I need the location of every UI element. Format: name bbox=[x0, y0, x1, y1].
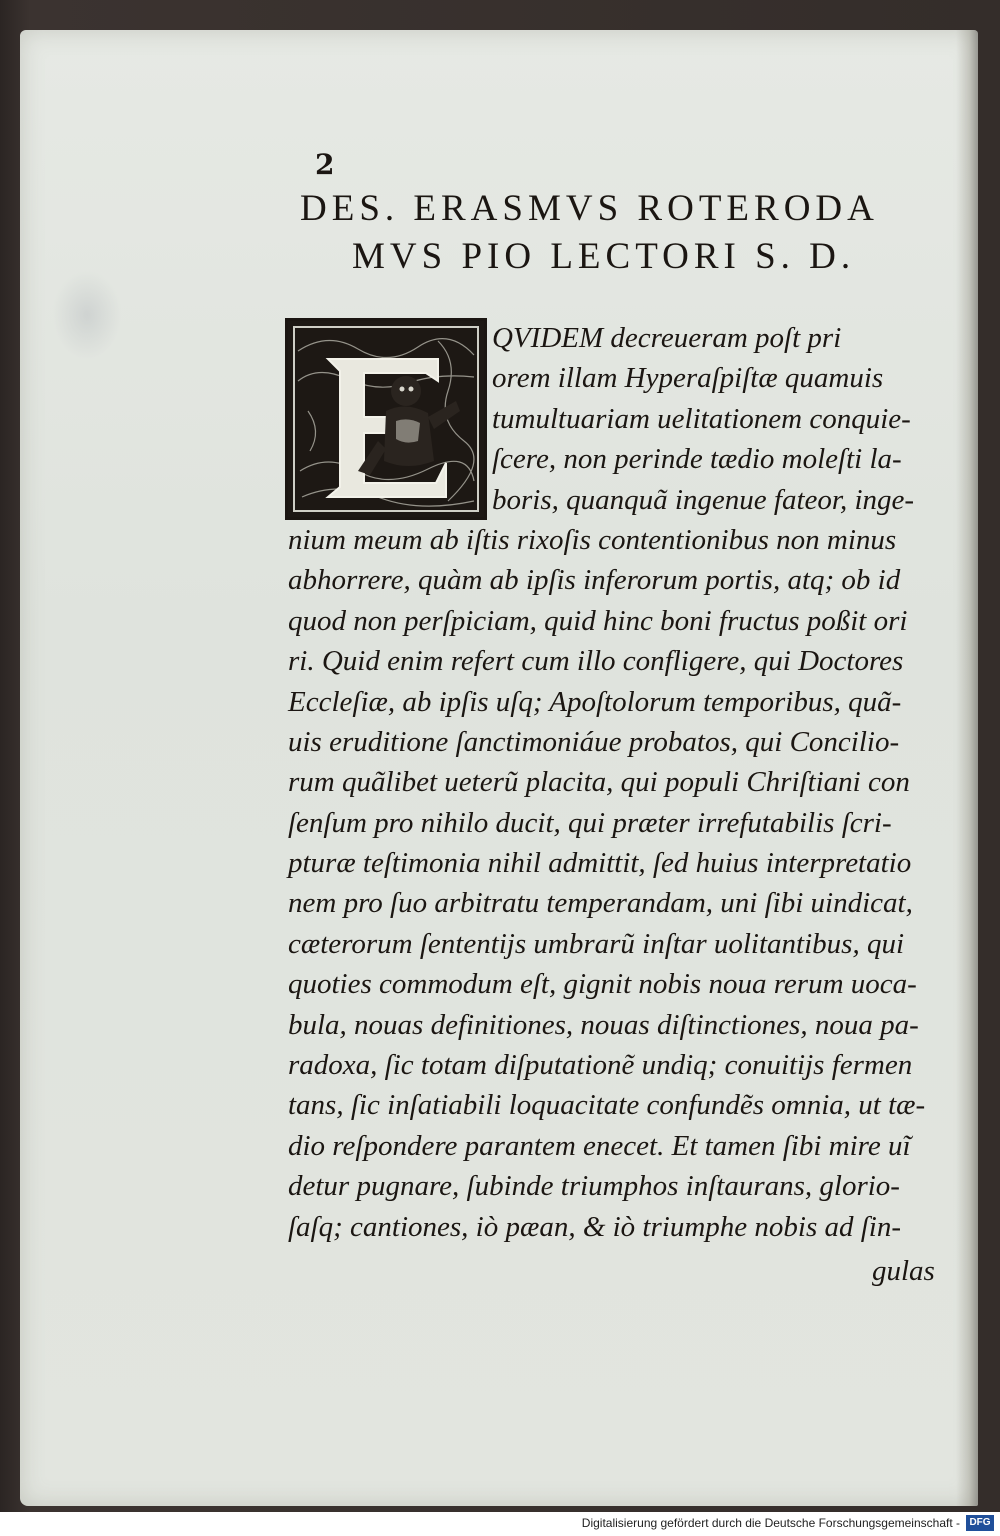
heading-line-1: DES. ERASMVS ROTERODA bbox=[300, 188, 879, 229]
text-line: ſaſq; cantiones, iò pæan, & iò triumphe nobis ad ſin- bbox=[288, 1210, 902, 1243]
text-line: nem pro ſuo arbitratu temperandam, uni ſibi uindicat, bbox=[288, 887, 913, 920]
text-line: tumultuariam uelitationem conquie- bbox=[492, 402, 911, 435]
text-line: QVIDEM decreueram poſt pri bbox=[492, 322, 842, 354]
text-line: tans, ſic inſatiabili loquacitate confundẽs omnia, ut tæ- bbox=[288, 1089, 926, 1122]
text-line: cæterorum ſententijs umbrarũ inſtar uolitantibus, qui bbox=[288, 927, 904, 960]
text-line: Eccleſiæ, ab ipſis uſq; Apoſtolorum temporibus, quã- bbox=[288, 685, 902, 718]
text-line: dio reſpondere parantem enecet. Et tamen ſibi mire uĩ bbox=[288, 1129, 911, 1162]
digitization-footer bbox=[0, 1512, 1000, 1536]
text-line: uis eruditione ſanctimoniáue probatos, qui Concilio- bbox=[288, 725, 900, 758]
paper-stain bbox=[52, 270, 122, 360]
text-line: abhorrere, quàm ab ipſis inferorum portis, atq; ob id bbox=[288, 564, 901, 597]
text-line: quod non perſpiciam, quid hinc boni fructus poßit ori bbox=[288, 604, 908, 637]
body-text bbox=[288, 318, 938, 1247]
text-line: bula, nouas definitiones, nouas diſtinctiones, noua pa- bbox=[288, 1008, 919, 1041]
page-gutter-shadow bbox=[956, 30, 978, 1506]
text-line: ſenſum pro nihilo ducit, qui præter irrefutabilis ſcri- bbox=[288, 806, 892, 839]
text-line: pturæ teſtimonia nihil admittit, ſed huius interpretatio bbox=[288, 847, 912, 880]
text-line: nium meum ab iſtis rixoſis contentionibus non minus bbox=[288, 523, 897, 556]
text-line: quoties commodum eſt, gignit nobis noua rerum uoca- bbox=[288, 968, 917, 1001]
text-line: boris, quanquã ingenue fateor, inge- bbox=[492, 483, 915, 516]
page-number: 2 bbox=[315, 148, 335, 181]
text-line: orem illam Hyperaſpiſtæ quamuis bbox=[492, 362, 884, 395]
text-line: ſcere, non perinde tædio moleſti la- bbox=[492, 443, 902, 476]
text-line: ri. Quid enim refert cum illo confligere, qui Doctores bbox=[288, 645, 904, 678]
text-line: rum quãlibet ueterũ placita, qui populi Chriſtiani con bbox=[288, 766, 910, 799]
catchword: gulas bbox=[872, 1255, 935, 1287]
heading-line-2: MVS PIO LECTORI S. D. bbox=[352, 236, 856, 277]
text-line: radoxa, ſic totam diſputationẽ undiq; conuitijs fermen bbox=[288, 1049, 913, 1082]
funding-credit: Digitalisierung gefördert durch die Deutsche Forschungsgemeinschaft - bbox=[581, 1516, 960, 1530]
page-heading bbox=[300, 185, 920, 281]
text-line: detur pugnare, ſubinde triumphos inſtaurans, glorio- bbox=[288, 1170, 900, 1203]
dfg-logo: DFG bbox=[966, 1515, 994, 1531]
